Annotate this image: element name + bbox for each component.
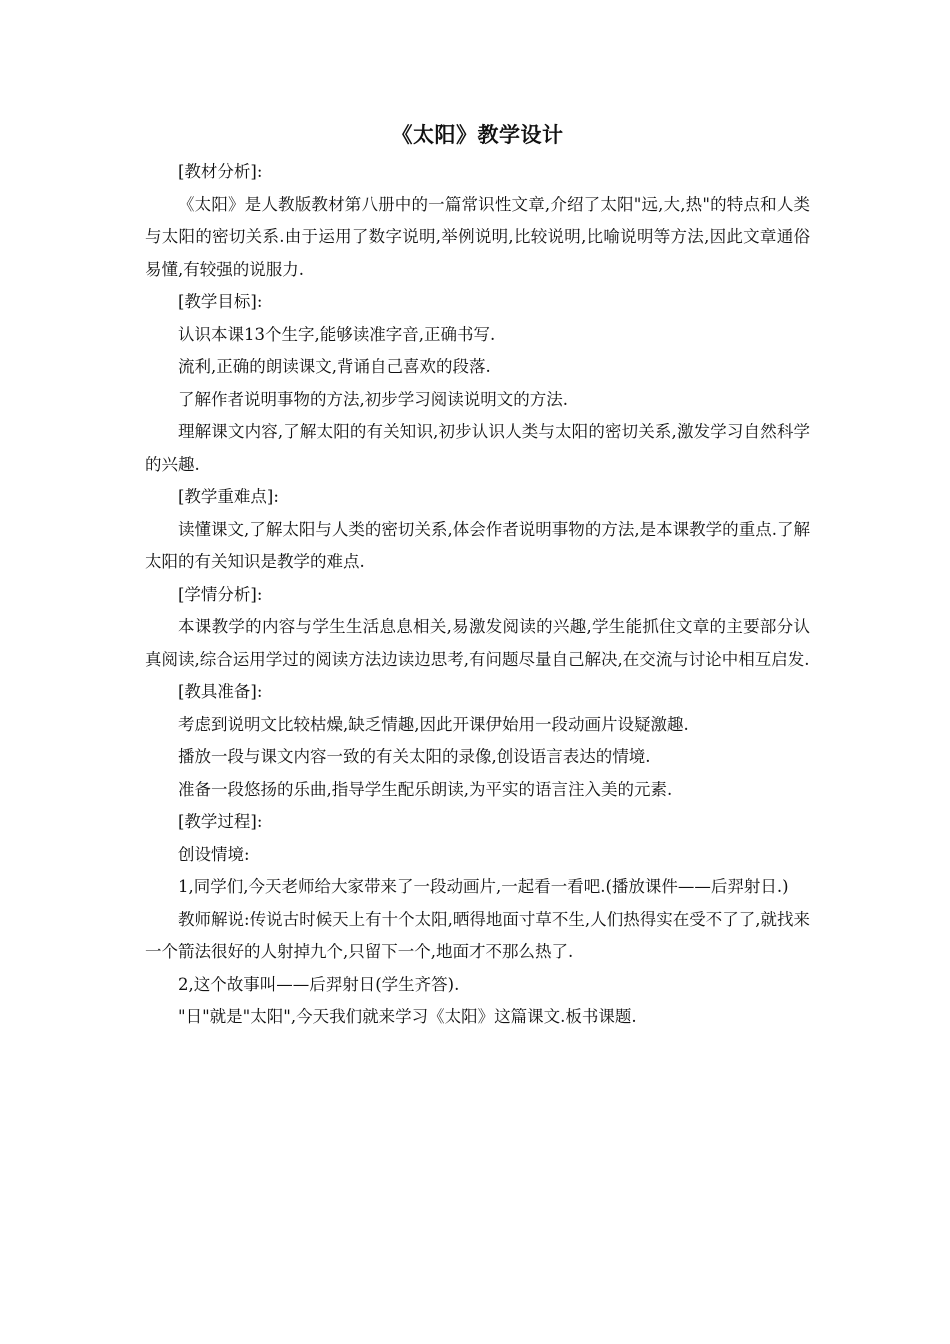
paragraph-section-heading-process: [教学过程]: — [178, 812, 263, 831]
document-page — [145, 118, 810, 1034]
paragraph-learner-analysis-body: 本课教学的内容与学生生活息息相关,易激发阅读的兴趣,学生能抓住文章的主要部分认真阅读,综合运用学过的阅读方法边读边思考,有问题尽量自己解决,在交流与讨论中相互启发. — [145, 617, 810, 669]
paragraph-section-heading-materials: [教具准备]: — [178, 682, 263, 701]
paragraph-goal-2: 流利,正确的朗读课文,背诵自己喜欢的段落. — [178, 357, 491, 376]
paragraph-analysis-body: 《太阳》是人教版教材第八册中的一篇常识性文章,介绍了太阳"远,大,热"的特点和人类与太阳的密切关系.由于运用了数字说明,举例说明,比较说明,比喻说明等方法,因此文章通俗易懂,有较强的说服力. — [145, 194, 810, 279]
paragraph-process-step-1: 1,同学们,今天老师给大家带来了一段动画片,一起看一看吧.(播放课件——后羿射日.) — [178, 877, 789, 896]
paragraph-section-heading-learner-analysis: [学情分析]: — [178, 584, 263, 604]
paragraph-section-heading-goals: [教学目标]: — [178, 292, 263, 311]
paragraph-teacher-narration: 教师解说:传说古时候天上有十个太阳,晒得地面寸草不生,人们热得实在受不了了,就找来一个箭法很好的人射掉九个,只留下一个,地面才不那么热了. — [145, 909, 810, 961]
paragraph-section-heading-key-points: [教学重难点]: — [178, 487, 279, 506]
paragraph-goal-1: 认识本课13个生字,能够读准字音,正确书写. — [178, 324, 496, 344]
paragraph-section-heading-analysis: [教材分析]: — [178, 162, 263, 181]
paragraph-goal-3: 了解作者说明事物的方法,初步学习阅读说明文的方法. — [178, 389, 568, 409]
paragraph-key-points-body: 读懂课文,了解太阳与人类的密切关系,体会作者说明事物的方法,是本课教学的重点.了解太阳的有关知识是教学的难点. — [145, 519, 810, 571]
paragraph-materials-1: 考虑到说明文比较枯燥,缺乏情趣,因此开课伊始用一段动画片设疑激趣. — [178, 714, 689, 734]
paragraph-goal-4: 理解课文内容,了解太阳的有关知识,初步认识人类与太阳的密切关系,激发学习自然科学的兴趣. — [145, 422, 810, 474]
paragraph-process-intro: 创设情境: — [178, 844, 250, 864]
document-title: 《太阳》教学设计 — [391, 122, 564, 147]
paragraph-process-step-2: 2,这个故事叫——后羿射日(学生齐答). — [178, 974, 460, 994]
paragraph-materials-3: 准备一段悠扬的乐曲,指导学生配乐朗读,为平实的语言注入美的元素. — [178, 779, 673, 799]
paragraph-process-topic: "日"就是"太阳",今天我们就来学习《太阳》这篇课文.板书课题. — [178, 1007, 637, 1026]
paragraph-materials-2: 播放一段与课文内容一致的有关太阳的录像,创设语言表达的情境. — [178, 747, 651, 766]
